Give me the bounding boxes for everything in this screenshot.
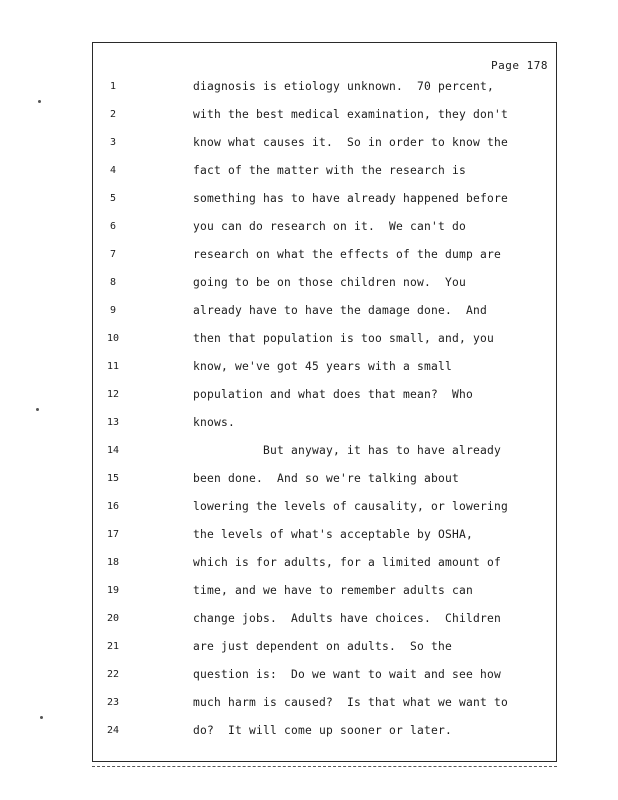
transcript-line: know what causes it. So in order to know the	[193, 136, 509, 149]
scan-speck	[38, 100, 41, 103]
transcript-line: fact of the matter with the research is	[193, 164, 467, 177]
line-number: 7	[109, 249, 117, 260]
transcript-line: much harm is caused? Is that what we want to	[193, 696, 509, 709]
line-number: 2	[109, 109, 117, 120]
transcript-line: know, we've got 45 years with a small	[193, 360, 453, 373]
line-number: 11	[106, 361, 120, 372]
page-number: Page 178	[491, 59, 548, 72]
scan-speck	[36, 408, 39, 411]
line-number: 1	[109, 81, 117, 92]
transcript-line: time, and we have to remember adults can	[193, 584, 474, 597]
scan-speck	[40, 716, 43, 719]
transcript-line: question is: Do we want to wait and see how	[193, 668, 502, 681]
line-number: 23	[106, 697, 120, 708]
transcript-line: something has to have already happened before	[193, 192, 509, 205]
line-number: 12	[106, 389, 120, 400]
transcript-line: diagnosis is etiology unknown. 70 percent,	[193, 80, 495, 93]
line-number: 5	[109, 193, 117, 204]
transcript-line: you can do research on it. We can't do	[193, 220, 467, 233]
transcript-line: then that population is too small, and, you	[193, 332, 495, 345]
line-number: 21	[106, 641, 120, 652]
line-number: 18	[106, 557, 120, 568]
line-number: 24	[106, 725, 120, 736]
transcript-line: knows.	[193, 416, 236, 429]
line-number: 6	[109, 221, 117, 232]
line-number: 17	[106, 529, 120, 540]
transcript-line: are just dependent on adults. So the	[193, 640, 453, 653]
line-number: 16	[106, 501, 120, 512]
line-number: 8	[109, 277, 117, 288]
transcript-line: do? It will come up sooner or later.	[193, 724, 453, 737]
line-number: 9	[109, 305, 117, 316]
line-number: 3	[109, 137, 117, 148]
line-number-column	[101, 73, 125, 745]
transcript-line: going to be on those children now. You	[193, 276, 467, 289]
line-number: 19	[106, 585, 120, 596]
transcript-line: lowering the levels of causality, or lowering	[193, 500, 509, 513]
transcript-line: which is for adults, for a limited amount of	[193, 556, 502, 569]
line-number: 15	[106, 473, 120, 484]
transcript-line: But anyway, it has to have already	[193, 444, 502, 457]
transcript-line: already have to have the damage done. And	[193, 304, 488, 317]
transcript-line: been done. And so we're talking about	[193, 472, 460, 485]
line-number: 13	[106, 417, 120, 428]
bottom-scan-rule	[92, 766, 557, 767]
transcript-body	[193, 73, 553, 745]
transcript-line: the levels of what's acceptable by OSHA,	[193, 528, 474, 541]
line-number: 4	[109, 165, 117, 176]
transcript-line: research on what the effects of the dump are	[193, 248, 502, 261]
line-number: 10	[106, 333, 120, 344]
line-number: 20	[106, 613, 120, 624]
transcript-page	[92, 42, 557, 762]
transcript-line: change jobs. Adults have choices. Children	[193, 612, 502, 625]
transcript-line: with the best medical examination, they don't	[193, 108, 509, 121]
transcript-line: population and what does that mean? Who	[193, 388, 474, 401]
line-number: 22	[106, 669, 120, 680]
line-number: 14	[106, 445, 120, 456]
